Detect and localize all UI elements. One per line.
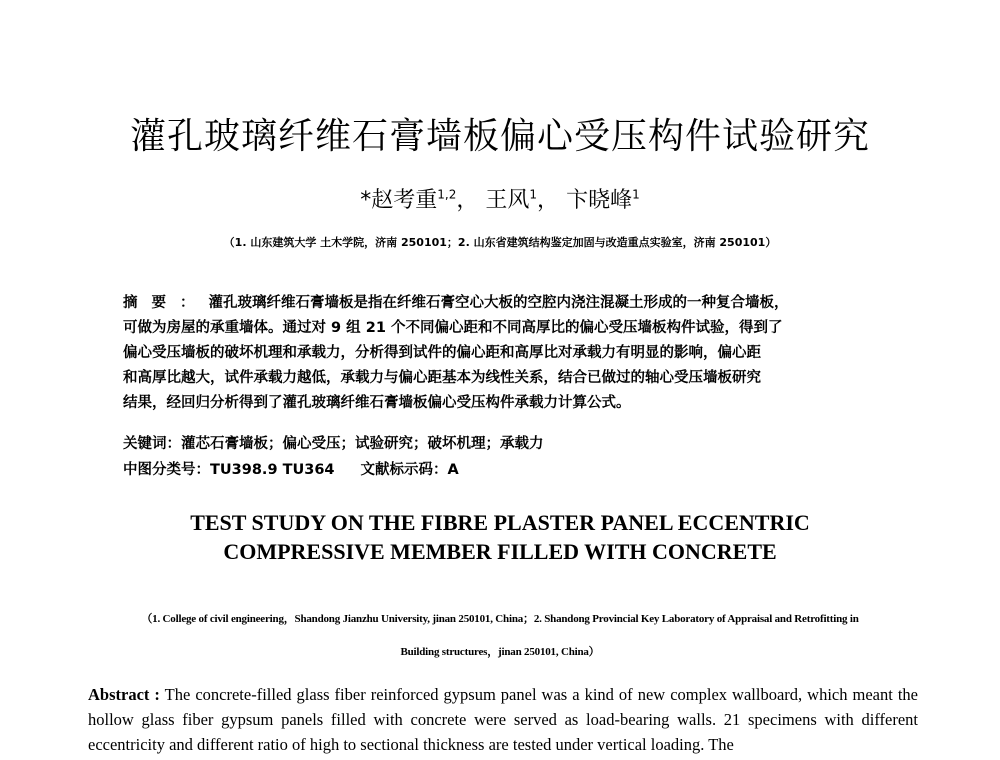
title-english (0, 508, 1000, 566)
authors (0, 183, 1000, 214)
title-english-line: TEST STUDY ON THE FIBRE PLASTER PANEL ECCENTRIC (190, 510, 810, 535)
abstract-label: 摘要： (123, 295, 209, 311)
author-affiliation-mark: 1 (529, 187, 538, 202)
author-affiliation-mark: 1 (632, 187, 640, 202)
keywords-label: 关键词： (123, 436, 181, 452)
abstract-english-label: Abstract : (88, 685, 160, 704)
author-name: 王风 (485, 188, 530, 213)
abstract-english (88, 682, 918, 757)
classification-line (123, 458, 459, 479)
affiliation-english-line: （1. College of civil engineering，Shandong Jianzhu University, jinan 250101, China；2. Shandong Provincial Key Laboratory of Appraisal and Retrofitting in (141, 613, 859, 625)
affiliation-chinese: （1. 山东建筑大学 土木学院，济南 250101；2. 山东省建筑结构鉴定加固与改造重点实验室，济南 250101） (223, 236, 777, 249)
abstract-line: 偏心受压墙板的破坏机理和承载力，分析得到试件的偏心距和高厚比对承载力有明显的影响，偏心距 (123, 345, 761, 361)
abstract-line (123, 291, 883, 316)
title-english-line: COMPRESSIVE MEMBER FILLED WITH CONCRETE (223, 539, 777, 564)
abstract-line: 和高厚比越大，试件承载力越低，承载力与偏心距基本为线性关系，结合已做过的轴心受压墙板研究 (123, 370, 761, 386)
abstract-english-text: The concrete-filled glass fiber reinforced gypsum panel was a kind of new complex wallboard, which meant the hollow glass fiber gypsum panels filled with concrete were served as load-bearing walls. 21 specimens with different eccentricity and different ratio of high to sectional thickness are tested under vertical loading. The (88, 685, 919, 754)
clc-value: TU398.9 TU364 (210, 462, 335, 478)
clc-label: 中图分类号： (123, 462, 210, 478)
keywords-chinese (123, 432, 544, 453)
doc-code-value: A (447, 462, 459, 478)
abstract-text: 灌孔玻璃纤维石膏墙板是指在纤维石膏空心大板的空腔内浇注混凝土形成的一种复合墙板， (208, 295, 789, 311)
abstract-chinese (123, 291, 883, 416)
doc-code-label: 文献标示码： (360, 462, 448, 478)
author-separator: ， (456, 188, 479, 213)
author-affiliation-mark: 1,2 (437, 187, 457, 202)
author-name: 卞晓峰 (566, 188, 633, 213)
keywords-value: 灌芯石膏墙板；偏心受压；试验研究；破坏机理；承载力 (181, 436, 544, 452)
abstract-line: 结果，经回归分析得到了灌孔玻璃纤维石膏墙板偏心受压构件承载力计算公式。 (123, 395, 631, 411)
affiliation-english (55, 603, 945, 669)
author-name: *赵考重 (360, 188, 438, 213)
affiliation-english-line: Building structures，jinan 250101, China） (400, 646, 600, 658)
title-chinese: 灌孔玻璃纤维石膏墙板偏心受压构件试验研究 (129, 116, 870, 157)
abstract-line: 可做为房屋的承重墙体。通过对 9 组 21 个不同偏心距和不同高厚比的偏心受压墙板构件试验，得到了 (123, 320, 783, 336)
author-separator: ， (537, 188, 560, 213)
